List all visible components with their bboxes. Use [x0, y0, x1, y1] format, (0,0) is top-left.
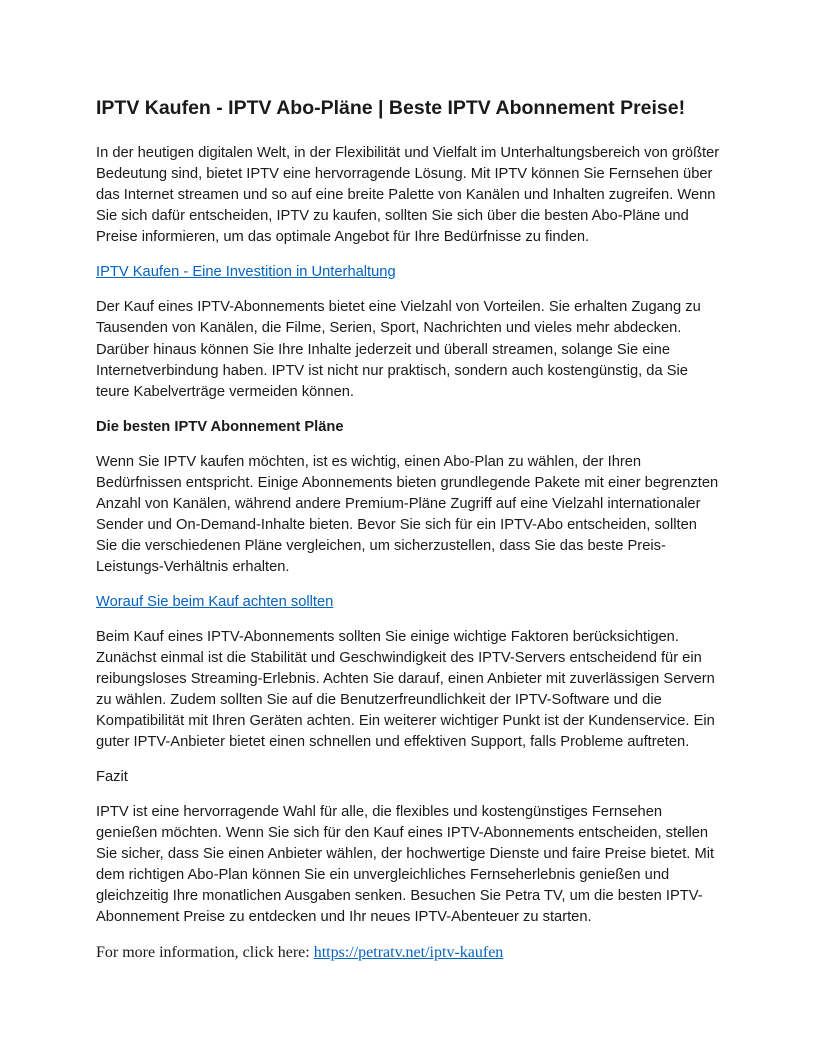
link-iptv-kaufen-investition[interactable]: IPTV Kaufen - Eine Investition in Unterhaltung — [96, 264, 396, 281]
footer-line — [96, 942, 720, 964]
paragraph-vorteile: Der Kauf eines IPTV-Abonnements bietet eine Vielzahl von Vorteilen. Sie erhalten Zugang zu Tausenden von Kanälen, die Filme, Serien, Sport, Nachrichten und vieles mehr abdecken. Darüber hinaus können Sie Ihre Inhalte jederzeit und überall streamen, solange Sie eine Internetverbindung haben. IPTV ist nicht nur praktisch, sondern auch kostengünstig, da Sie teure Kabelverträge vermeiden können. — [96, 299, 701, 400]
link-line-worauf — [96, 592, 720, 613]
footer-petratv-link[interactable]: https://petratv.net/iptv-kaufen — [313, 943, 504, 961]
footer-text: For more information, click here: — [96, 943, 314, 961]
link-line-investition — [96, 262, 720, 283]
paragraph-plaene: Wenn Sie IPTV kaufen möchten, ist es wichtig, einen Abo-Plan zu wählen, der Ihren Bedürfnissen entspricht. Einige Abonnements bieten grundlegende Pakete mit einer begrenzten Anzahl von Kanälen, während andere Premium-Pläne Zugriff auf eine Vielzahl internationaler Sender und On-Demand-Inhalte bieten. Bevor Sie sich für ein IPTV-Abo entscheiden, sollten Sie die verschiedenen Pläne vergleichen, um sicherzustellen, dass Sie das beste Preis-Leistungs-Verhältnis erhalten. — [96, 453, 719, 575]
paragraph-intro: In der heutigen digitalen Welt, in der Flexibilität und Vielfalt im Unterhaltungsbereich von größter Bedeutung sind, bietet IPTV eine hervorragende Lösung. Mit IPTV können Sie Fernsehen über das Internet streamen und so auf eine breite Palette von Kanälen und Inhalten zugreifen. Wenn Sie sich dafür entscheiden, IPTV zu kaufen, sollten Sie sich über die besten Abo-Pläne und Preise informieren, um das optimale Angebot für Ihre Bedürfnisse zu finden. — [96, 145, 720, 246]
fazit-label: Fazit — [96, 768, 128, 785]
link-worauf-achten[interactable]: Worauf Sie beim Kauf achten sollten — [96, 593, 334, 610]
page-title: IPTV Kaufen - IPTV Abo-Pläne | Beste IPTV Abonnement Preise! — [96, 97, 686, 119]
heading-abonnement-plaene: Die besten IPTV Abonnement Pläne — [96, 418, 344, 435]
paragraph-fazit: IPTV ist eine hervorragende Wahl für alle, die flexibles und kostengünstiges Fernsehen genießen möchten. Wenn Sie sich für den Kauf eines IPTV-Abonnements entscheiden, stellen Sie sicher, dass Sie einen Anbieter wählen, der hochwertige Dienste und faire Preise bietet. Mit dem richtigen Abo-Plan können Sie ein unvergleichliches Fernseherlebnis genießen und gleichzeitig Ihre monatlichen Ausgaben senken. Besuchen Sie Petra TV, um die besten IPTV-Abonnement Preise zu entdecken und Ihr neues IPTV-Abenteuer zu starten. — [96, 803, 715, 925]
paragraph-faktoren: Beim Kauf eines IPTV-Abonnements sollten Sie einige wichtige Faktoren berücksichtigen. Zunächst einmal ist die Stabilität und Geschwindigkeit des IPTV-Servers entscheidend für ein reibungsloses Streaming-Erlebnis. Achten Sie darauf, einen Anbieter mit zuverlässigen Servern zu wählen. Zudem sollten Sie auf die Benutzerfreundlichkeit der IPTV-Software und die Kompatibilität mit Ihren Geräten achten. Ein weiterer wichtiger Punkt ist der Kundenservice. Ein guter IPTV-Anbieter bietet einen schnellen und effektiven Support, falls Probleme auftreten. — [96, 628, 715, 750]
